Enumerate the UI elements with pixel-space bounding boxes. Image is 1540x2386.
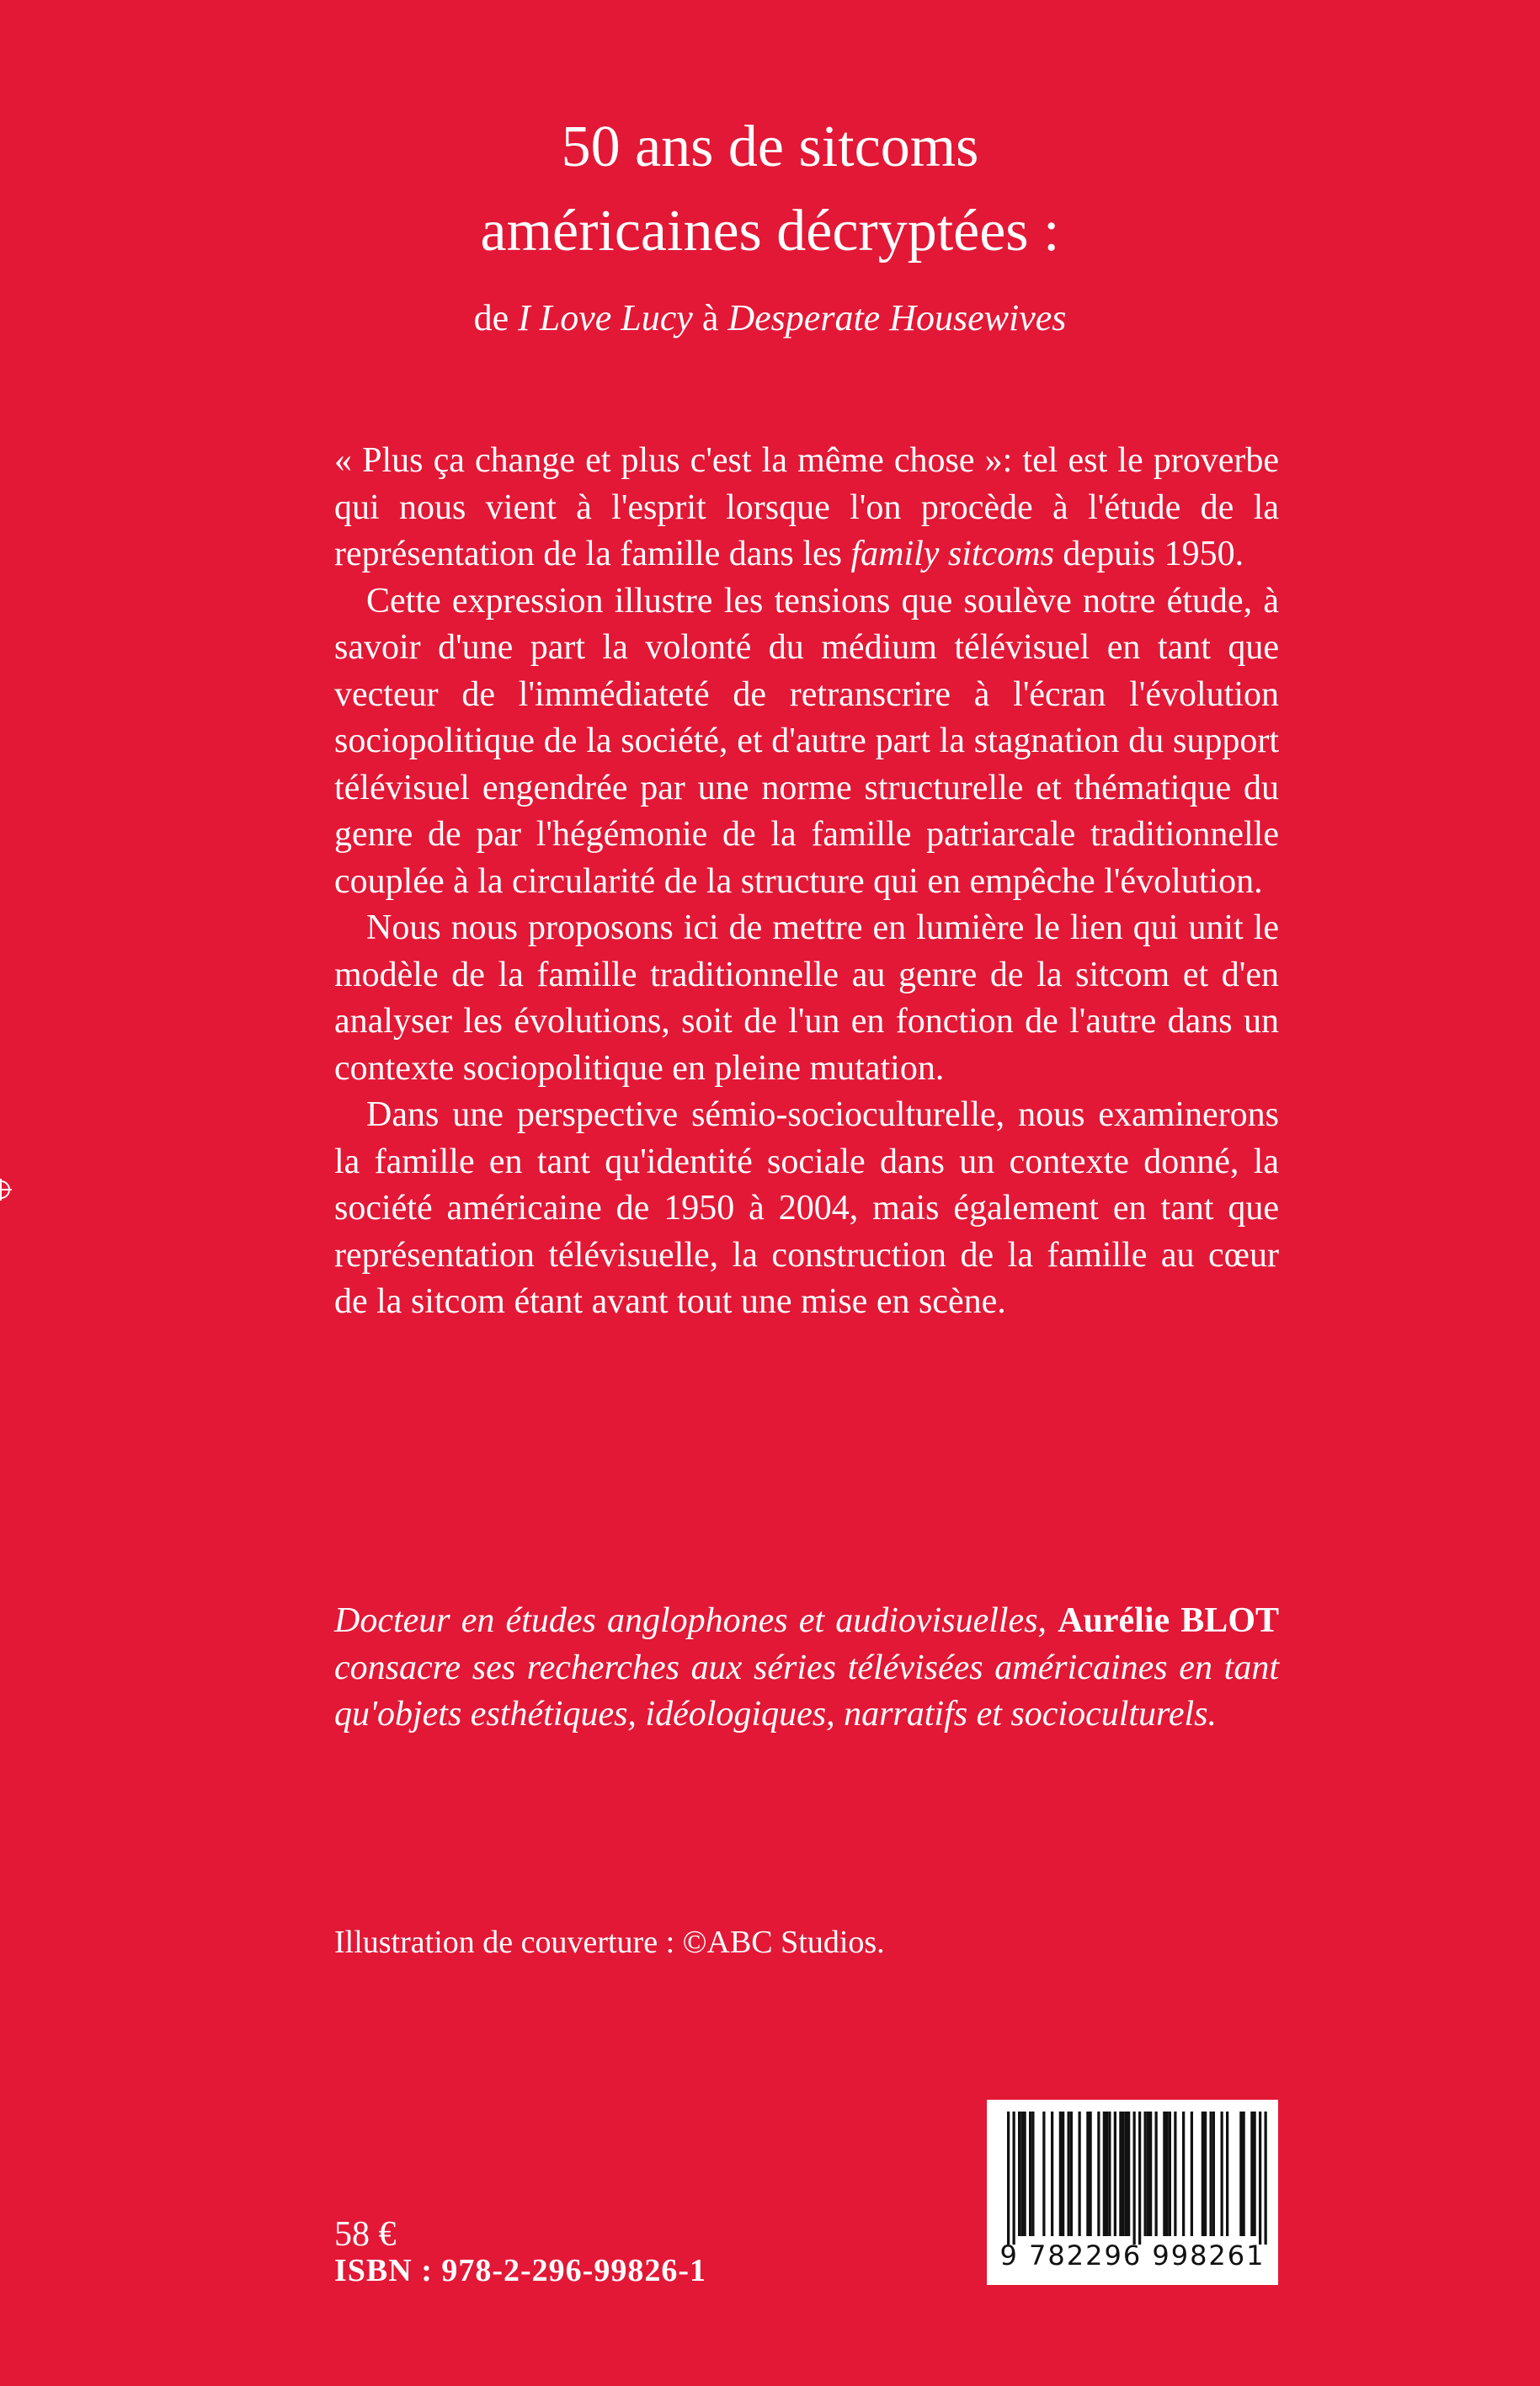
barcode-bar (1221, 2112, 1223, 2236)
barcode-bar (1013, 2112, 1015, 2245)
barcode-bar (1051, 2112, 1053, 2236)
blurb-paragraph-3: Nous nous proposons ici de mettre en lumière le lien qui unit le modèle de la famille traditionnelle au genre de la sitcom et d'en analyser les évolutions, soit de l'un en fonction de l'autre dans un contexte sociopolitique en pleine mutation. (334, 908, 1279, 1088)
subtitle-show-1: I Love Lucy (518, 297, 693, 338)
barcode-bar (1090, 2112, 1092, 2236)
barcode-bar (1062, 2112, 1064, 2236)
title-line-2: américaines décryptées : (480, 199, 1060, 264)
barcode-bar (1265, 2112, 1267, 2245)
barcode-bar (1182, 2112, 1185, 2236)
barcode-bar (1138, 2112, 1141, 2245)
author-description: consacre ses recherches aux séries télévisées américaines en tant qu'objets esthétiques, idéologiques, narratifs et socioculturels. (334, 1648, 1279, 1734)
barcode-bar (1250, 2112, 1253, 2236)
barcode-digits: 9 782296 998261 (999, 2240, 1266, 2271)
barcode-bar (1103, 2112, 1106, 2236)
barcode-bar (1239, 2112, 1242, 2236)
subtitle-prefix: de (473, 297, 519, 338)
barcode-bar (1174, 2112, 1176, 2236)
barcode-bar (1122, 2112, 1125, 2236)
barcode-bar (1166, 2112, 1169, 2236)
barcode-bar (1097, 2112, 1100, 2236)
p1-end: depuis 1950. (1053, 535, 1244, 573)
barcode-bar (1119, 2112, 1122, 2236)
barcode-bar (1031, 2112, 1034, 2236)
registration-mark-icon (0, 1179, 12, 1201)
barcode-bar (1243, 2112, 1245, 2236)
blurb-paragraph-2: Cette expression illustre les tensions que soulève notre étude, à savoir d'une part la volonté du médium télévisuel en tant que vecteur de l'immédiateté de retranscrire à l'écran l'évolution sociopolitique de la société, et d'autre part la stagnation du support télévisuel engendrée par une norme structurelle et thématique du genre de par l'hégémonie de la famille patriarcale traditionnelle couplée à la circularité de la structure qui en empêche l'évolution. (334, 581, 1279, 901)
barcode-bar (1068, 2112, 1070, 2236)
barcode-bar (1133, 2112, 1136, 2245)
subtitle-middle: à (692, 297, 728, 338)
barcode-bar (1191, 2112, 1193, 2236)
isbn: ISBN : 978-2-296-99826-1 (334, 2253, 706, 2288)
barcode-bar (1024, 2112, 1026, 2236)
barcode-bar (1149, 2112, 1152, 2236)
barcode-bar (1155, 2112, 1158, 2236)
price: 58 € (334, 2215, 397, 2254)
cover-title (0, 105, 1540, 274)
barcode-bar (1070, 2112, 1073, 2236)
barcode-bar (1106, 2112, 1108, 2236)
barcode-bar (1147, 2112, 1149, 2236)
barcode-bar (1259, 2112, 1261, 2245)
blurb-paragraph-1 (334, 438, 1279, 578)
barcode-bar (1204, 2112, 1207, 2236)
barcode-bar (1163, 2112, 1165, 2236)
cover-subtitle (0, 293, 1540, 344)
cover-credit: Illustration de couverture : ©ABC Studios. (334, 1925, 885, 1960)
barcode-bar (1007, 2112, 1010, 2245)
barcode-bar (1114, 2112, 1116, 2236)
barcode-bar (1212, 2112, 1215, 2236)
author-intro: Docteur en études anglophones et audiovisuelles, (334, 1601, 1047, 1640)
barcode-bar (1020, 2112, 1023, 2236)
barcode-bar (1125, 2112, 1127, 2236)
barcode-bar (1108, 2112, 1111, 2236)
blurb-paragraph-4: Dans une perspective sémio-socioculturelle, nous examinerons la famille en tant qu'identité sociale dans un contexte donné, la société américaine de 1950 à 2004, mais également en tant que représentation télévisuelle, la construction de la famille au cœur de la sitcom étant avant tout une mise en scène. (334, 1095, 1279, 1321)
p1-text: « Plus ça change et plus c'est la même chose »: tel est le proverbe qui nous vient à l'esprit lorsque l'on procède à l'étude de la représentation de la famille dans les (334, 441, 1279, 573)
barcode-bar (1144, 2112, 1147, 2236)
barcode-bar (1018, 2112, 1020, 2236)
subtitle-show-2: Desperate Housewives (727, 297, 1067, 338)
author-bio (334, 1598, 1279, 1739)
barcode-bar (1169, 2112, 1171, 2236)
barcode (987, 2100, 1278, 2285)
blurb (334, 438, 1279, 1326)
barcode-bar (1086, 2112, 1089, 2236)
barcode-bar (1226, 2112, 1228, 2236)
barcode-bar (1079, 2112, 1081, 2236)
barcode-bar (1254, 2112, 1256, 2236)
barcode-bar (1210, 2112, 1212, 2236)
barcode-bar (1059, 2112, 1062, 2236)
barcode-bar (1202, 2112, 1204, 2236)
barcode-bar (1042, 2112, 1045, 2236)
barcode-bar (1127, 2112, 1130, 2236)
barcode-bar (1029, 2112, 1031, 2236)
author-name: Aurélie BLOT (1058, 1601, 1280, 1640)
p1-emphasis: family sitcoms (850, 535, 1054, 573)
title-line-1: 50 ans de sitcoms (561, 115, 979, 179)
